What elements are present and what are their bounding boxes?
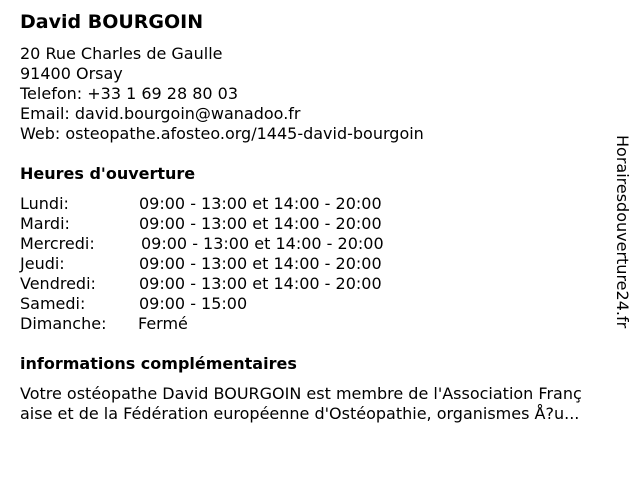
day-label: Samedi:	[20, 294, 86, 313]
city-line: 91400 Orsay	[20, 64, 123, 83]
info-description	[20, 384, 632, 424]
day-label: Vendredi:	[20, 274, 96, 293]
day-label: Dimanche:	[20, 314, 107, 333]
day-label: Mercredi:	[20, 234, 95, 253]
day-label: Lundi:	[20, 194, 69, 213]
description-line-1: Votre ostéopathe David BOURGOIN est membre de l'Association Franç	[20, 384, 582, 403]
watermark-text: Horairesdouverture24.fr	[613, 135, 632, 329]
web-line: Web: osteopathe.afosteo.org/1445-david-bourgoin	[20, 124, 424, 143]
business-name: David BOURGOIN	[20, 11, 204, 33]
day-hours: 09:00 - 13:00 et 14:00 - 20:00	[141, 234, 384, 253]
day-hours: 09:00 - 13:00 et 14:00 - 20:00	[139, 254, 382, 273]
day-hours: Fermé	[138, 314, 188, 333]
email-line: Email: david.bourgoin@wanadoo.fr	[20, 104, 301, 123]
day-label: Mardi:	[20, 214, 70, 233]
hours-heading: Heures d'ouverture	[20, 164, 196, 183]
day-hours: 09:00 - 13:00 et 14:00 - 20:00	[139, 194, 382, 213]
contact-block	[20, 44, 424, 144]
day-hours: 09:00 - 13:00 et 14:00 - 20:00	[139, 274, 382, 293]
day-hours: 09:00 - 15:00	[139, 294, 248, 313]
day-label: Jeudi:	[20, 254, 65, 273]
day-hours: 09:00 - 13:00 et 14:00 - 20:00	[139, 214, 382, 233]
description-line-2: aise et de la Fédération européenne d'Ostéopathie, organismes Å?u...	[20, 404, 580, 423]
phone-line: Telefon: +33 1 69 28 80 03	[20, 84, 239, 103]
street-address: 20 Rue Charles de Gaulle	[20, 44, 223, 63]
site-watermark	[611, 135, 633, 345]
info-heading: informations complémentaires	[20, 354, 297, 373]
